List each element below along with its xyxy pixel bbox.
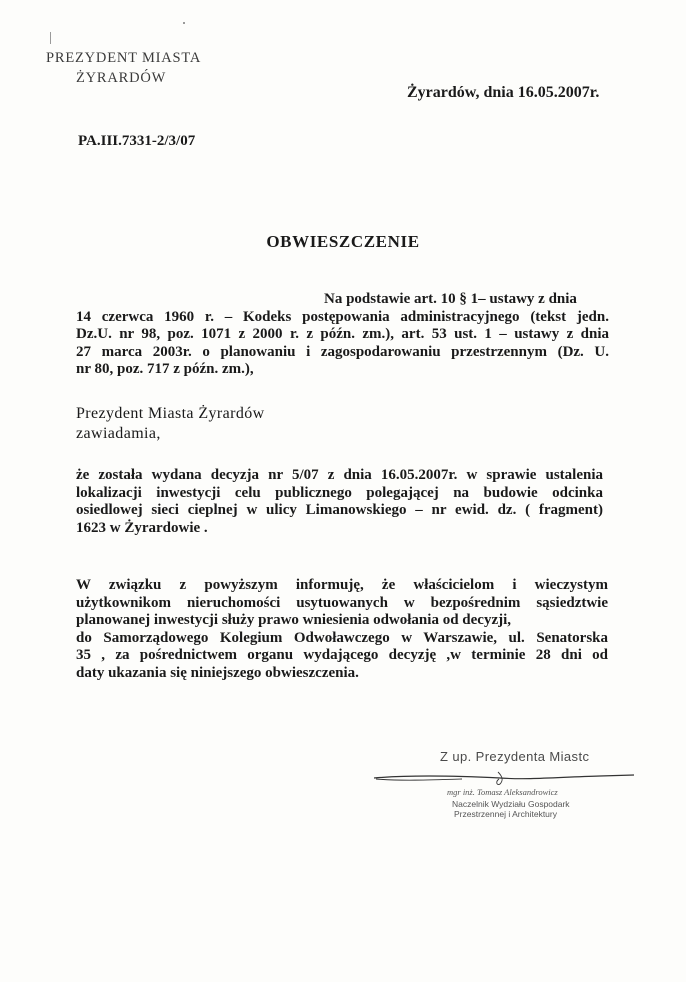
scan-mark — [50, 32, 51, 44]
legal-basis-paragraph — [76, 291, 609, 379]
issuer-block — [76, 404, 265, 444]
signatory-position-line-2: Przestrzennej i Architektury — [454, 809, 557, 819]
text-line: nr 80, poz. 717 z późn. zm.), — [76, 361, 254, 377]
text-line: planowanej inwestycji służy prawo wniesienia odwołania od decyzji, — [76, 612, 512, 628]
text-line: 1623 w Żyrardowie . — [76, 519, 208, 536]
scan-mark — [183, 22, 185, 24]
text-line: do Samorządowego Kolegium Odwoławczego w Warszawie, ul. Senatorska — [76, 629, 608, 646]
text-line: że została wydana decyzja nr 5/07 z dnia 16.05.2007r. w sprawie ustalenia — [76, 467, 603, 483]
issuer-verb: zawiadamia, — [76, 425, 161, 442]
signature-caption: Z up. Prezydenta Miastc — [440, 749, 590, 764]
stamp-line-1: PREZYDENT MIASTA — [46, 50, 202, 66]
text-line: Na podstawie art. 10 § 1– ustawy z dnia — [324, 291, 577, 307]
text-line: użytkownikom nieruchomości usytuowanych w bezpośrednim sąsiedztwie — [76, 594, 608, 611]
reference-number: PA.III.7331-2/3/07 — [78, 133, 196, 149]
text-line: 35 , za pośrednictwem organu wydającego decyzję ,w terminie 28 dni od — [76, 647, 608, 663]
text-line: Dz.U. nr 98, poz. 1071 z 2000 r. z późn. zm.), art. 53 ust. 1 – ustawy z dnia — [76, 326, 609, 342]
text-line: 27 marca 2003r. o planowaniu i zagospodarowaniu przestrzennym (Dz. U. — [76, 343, 609, 360]
text-line: lokalizacji inwestycji celu publicznego polegającej na budowie odcinka — [76, 484, 603, 501]
document-date: Żyrardów, dnia 16.05.2007r. — [407, 84, 600, 101]
text-line: 14 czerwca 1960 r. – Kodeks postępowania administracyjnego (tekst jedn. — [76, 308, 609, 325]
text-line: daty ukazania się niniejszego obwieszczenia. — [76, 664, 359, 681]
text-line: W związku z powyższym informuję, że właścicielom i wieczystym — [76, 577, 608, 593]
information-paragraph — [76, 577, 608, 682]
document-title: OBWIESZCZENIE — [266, 232, 420, 251]
text-line: osiedlowej sieci cieplnej w ulicy Limanowskiego – nr ewid. dz. ( fragment) — [76, 502, 603, 518]
decision-paragraph — [76, 467, 603, 537]
issuer-name: Prezydent Miasta Żyrardów — [76, 405, 265, 422]
signatory-position-line-1: Naczelnik Wydziału Gospodark — [452, 799, 570, 809]
stamp-line-2: ŻYRARDÓW — [76, 70, 167, 86]
signatory-name: mgr inż. Tomasz Aleksandrowicz — [447, 787, 558, 797]
